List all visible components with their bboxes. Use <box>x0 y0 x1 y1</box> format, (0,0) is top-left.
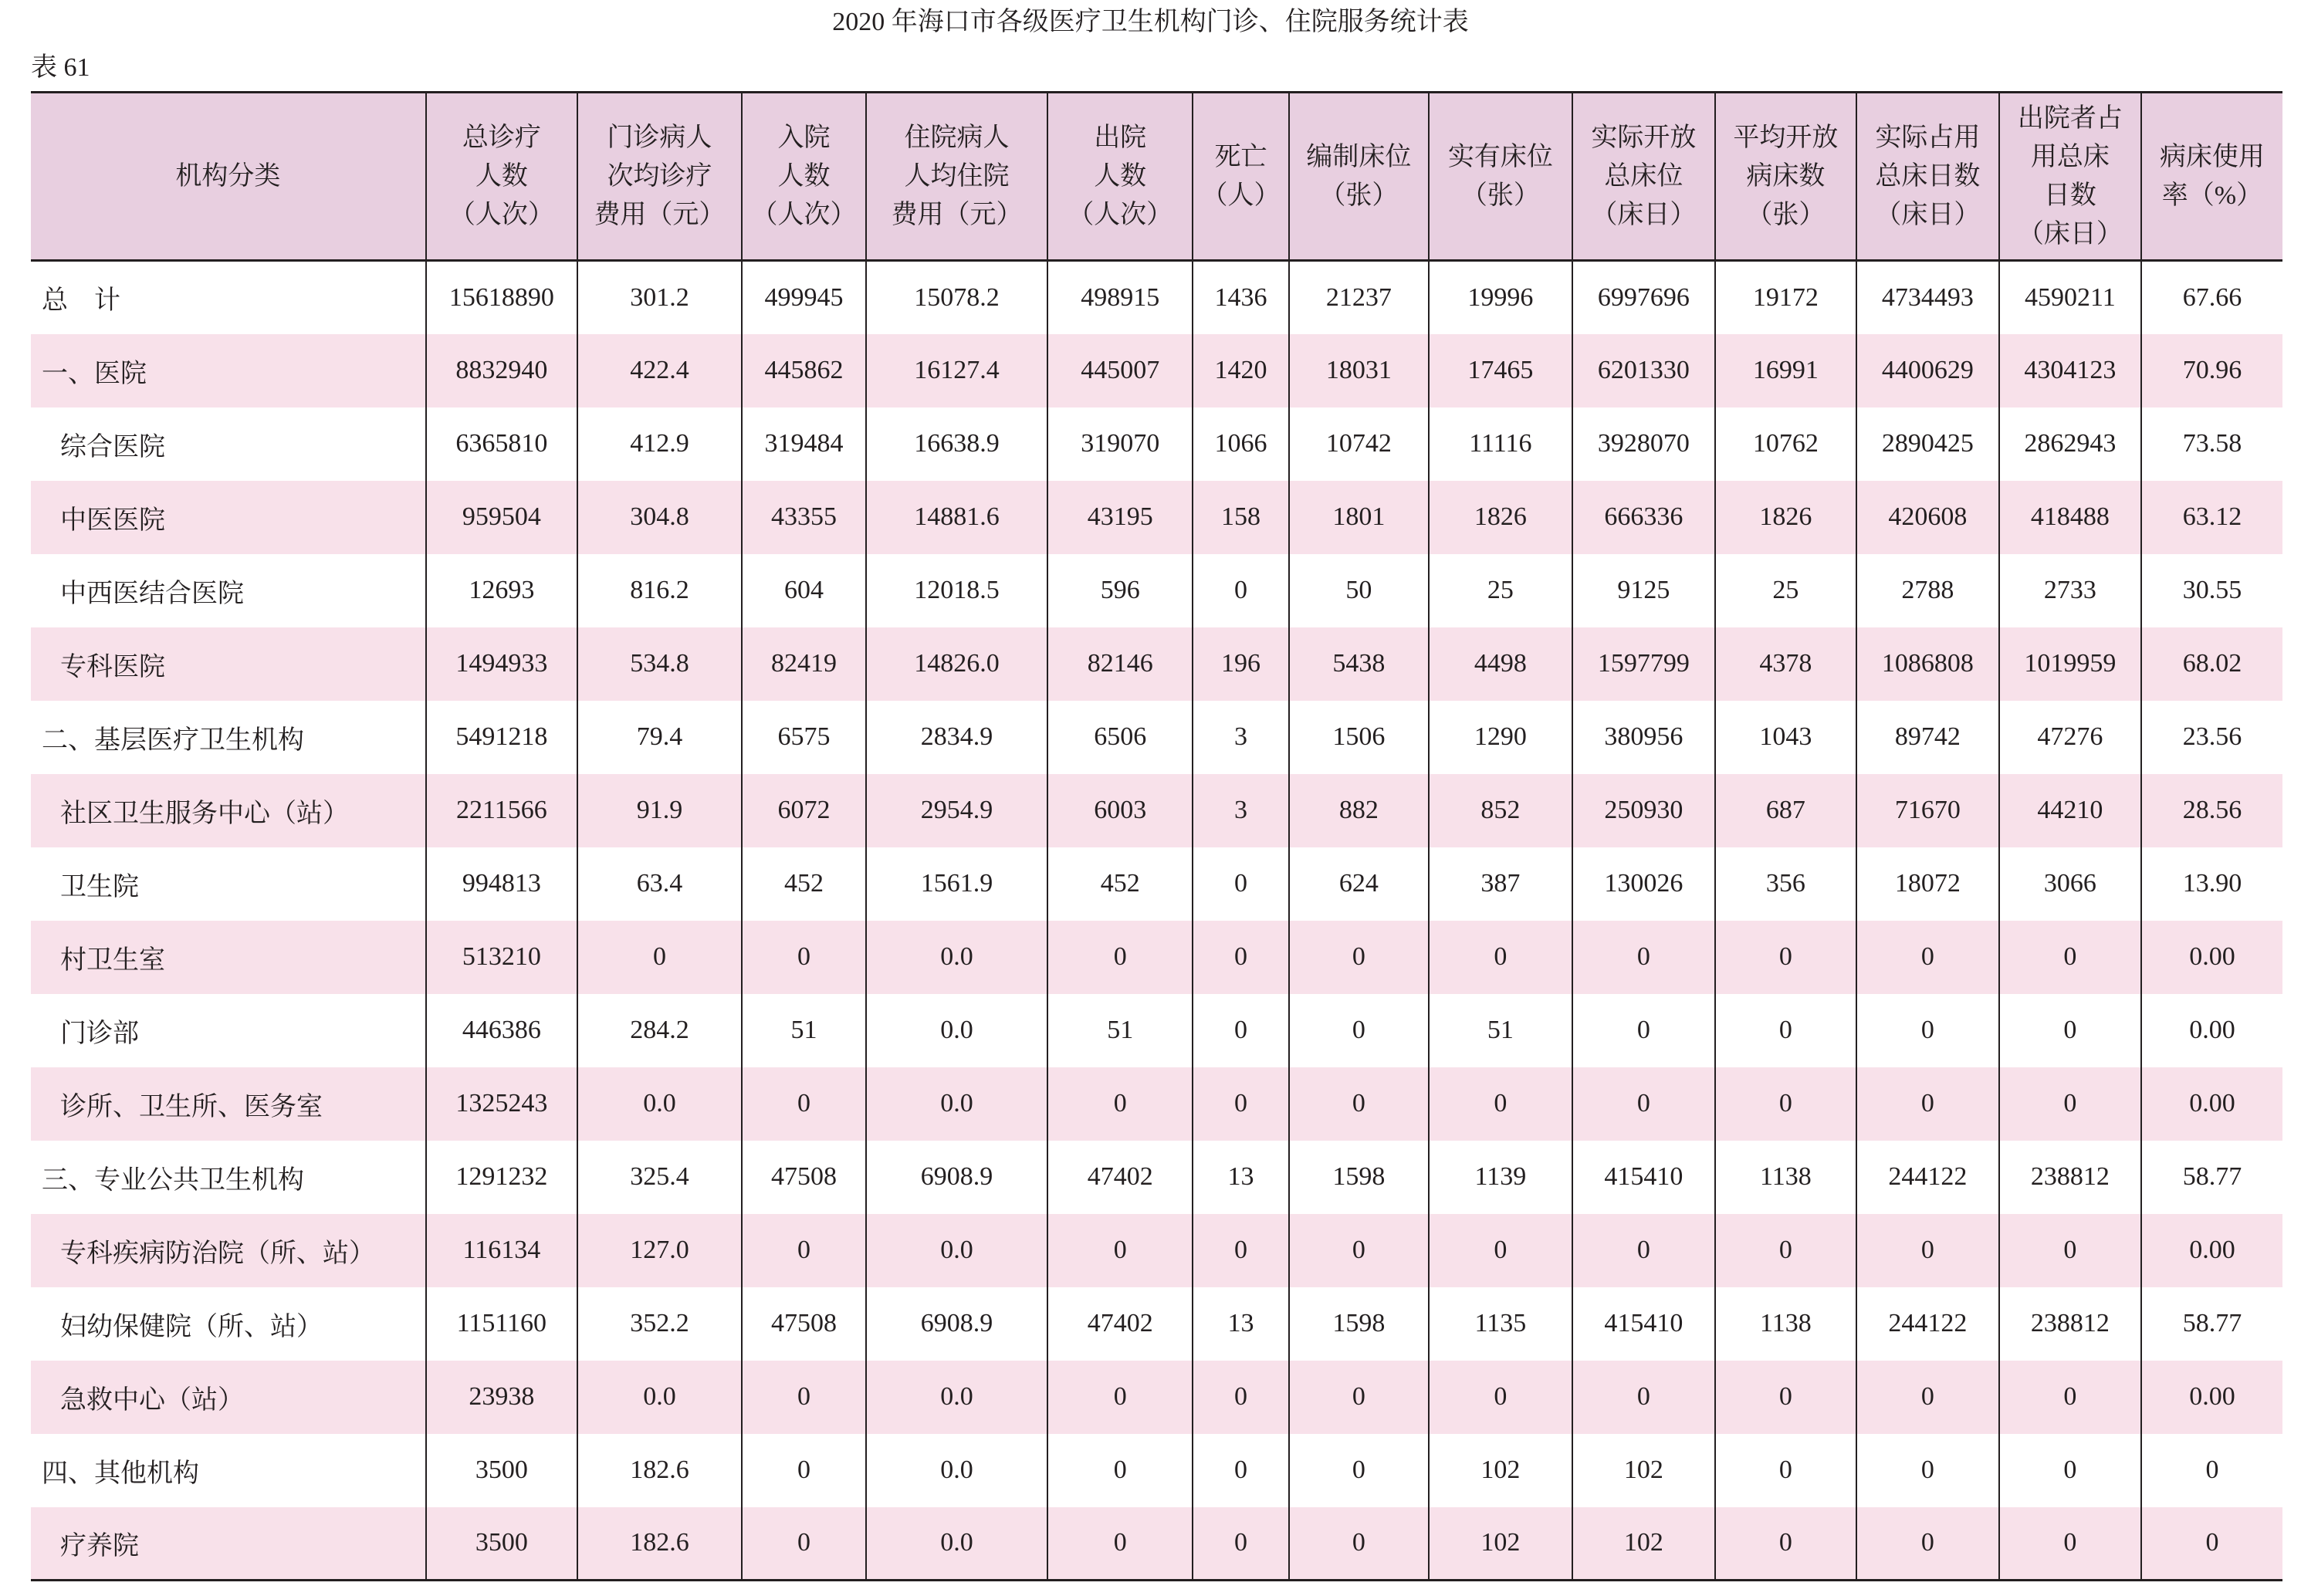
row-label: 中医医院 <box>31 481 426 554</box>
table-cell: 0 <box>1999 1507 2141 1581</box>
table-cell: 0 <box>1193 921 1289 994</box>
table-cell: 5491218 <box>426 701 577 774</box>
table-cell: 816.2 <box>577 554 742 627</box>
table-cell: 0 <box>742 1067 866 1141</box>
table-cell: 6908.9 <box>866 1287 1047 1361</box>
table-cell: 412.9 <box>577 407 742 481</box>
table-cell: 0 <box>1856 1067 1999 1141</box>
table-cell: 6201330 <box>1572 334 1715 407</box>
table-cell: 0 <box>2141 1434 2282 1507</box>
table-cell: 130026 <box>1572 847 1715 921</box>
table-cell: 43355 <box>742 481 866 554</box>
table-cell: 0 <box>1289 1434 1429 1507</box>
row-label: 妇幼保健院（所、站） <box>60 1312 323 1341</box>
table-cell: 0 <box>1289 994 1429 1067</box>
table-cell: 452 <box>1047 847 1193 921</box>
column-header-category: 机构分类 <box>31 93 426 261</box>
table-cell: 0 <box>1047 1067 1193 1141</box>
table-cell: 6575 <box>742 701 866 774</box>
table-cell: 89742 <box>1856 701 1999 774</box>
table-cell: 0 <box>1572 1361 1715 1434</box>
table-cell: 319484 <box>742 407 866 481</box>
table-row <box>31 1141 2282 1214</box>
table-cell: 51 <box>742 994 866 1067</box>
table-cell: 0.0 <box>866 1507 1047 1581</box>
table-cell: 2733 <box>1999 554 2141 627</box>
table-cell: 380956 <box>1572 701 1715 774</box>
table-cell: 238812 <box>1999 1141 2141 1214</box>
table-cell: 1436 <box>1193 261 1289 334</box>
table-cell: 28.56 <box>2141 774 2282 847</box>
table-cell: 0.0 <box>866 1361 1047 1434</box>
table-cell: 47508 <box>742 1141 866 1214</box>
column-header-authorized-beds: 编制床位 （张） <box>1289 93 1429 261</box>
table-cell: 0 <box>742 1507 866 1581</box>
table-cell: 0.00 <box>2141 994 2282 1067</box>
table-cell: 604 <box>742 554 866 627</box>
table-cell: 10762 <box>1715 407 1856 481</box>
table-cell: 6072 <box>742 774 866 847</box>
table-cell: 0 <box>1429 921 1572 994</box>
table-cell: 116134 <box>426 1214 577 1287</box>
table-cell: 182.6 <box>577 1434 742 1507</box>
column-header-discharged-bed-days: 出院者占 用总床 日数 （床日） <box>1999 93 2141 261</box>
table-cell: 47402 <box>1047 1287 1193 1361</box>
table-cell: 1598 <box>1289 1287 1429 1361</box>
table-cell: 0 <box>1715 1361 1856 1434</box>
table-cell: 1019959 <box>1999 627 2141 701</box>
table-cell: 0 <box>577 921 742 994</box>
table-cell: 513210 <box>426 921 577 994</box>
table-row <box>31 1067 2282 1141</box>
table-cell: 15618890 <box>426 261 577 334</box>
table-cell: 5438 <box>1289 627 1429 701</box>
table-cell: 852 <box>1429 774 1572 847</box>
table-cell: 82146 <box>1047 627 1193 701</box>
row-label: 急救中心（站） <box>31 1361 426 1434</box>
table-cell: 0 <box>1715 1214 1856 1287</box>
table-cell: 58.77 <box>2141 1287 2282 1361</box>
table-cell: 16638.9 <box>866 407 1047 481</box>
table-cell: 3 <box>1193 774 1289 847</box>
table-cell: 415410 <box>1572 1287 1715 1361</box>
table-cell: 30.55 <box>2141 554 2282 627</box>
table-cell: 18031 <box>1289 334 1429 407</box>
table-cell: 1291232 <box>426 1141 577 1214</box>
table-row <box>31 921 2282 994</box>
table-cell: 356 <box>1715 847 1856 921</box>
table-cell: 70.96 <box>2141 334 2282 407</box>
table-cell: 0.0 <box>577 1361 742 1434</box>
table-cell: 182.6 <box>577 1507 742 1581</box>
table-cell: 4378 <box>1715 627 1856 701</box>
table-cell: 3066 <box>1999 847 2141 921</box>
table-cell: 498915 <box>1047 261 1193 334</box>
table-cell: 0.00 <box>2141 1067 2282 1141</box>
table-cell: 6365810 <box>426 407 577 481</box>
table-cell: 2788 <box>1856 554 1999 627</box>
table-cell: 0 <box>1999 921 2141 994</box>
table-cell: 91.9 <box>577 774 742 847</box>
table-cell: 51 <box>1429 994 1572 1067</box>
table-cell: 624 <box>1289 847 1429 921</box>
table-cell: 250930 <box>1572 774 1715 847</box>
table-row <box>31 261 2282 334</box>
column-header-open-bed-days: 实际开放 总床位 （床日） <box>1572 93 1715 261</box>
table-cell: 71670 <box>1856 774 1999 847</box>
table-cell: 387 <box>1429 847 1572 921</box>
table-cell: 0 <box>2141 1507 2282 1581</box>
table-cell: 0.00 <box>2141 921 2282 994</box>
table-cell: 0 <box>1289 1067 1429 1141</box>
table-cell: 47276 <box>1999 701 2141 774</box>
row-label: 三、专业公共卫生机构 <box>42 1165 304 1195</box>
table-cell: 1290 <box>1429 701 1572 774</box>
table-cell: 13.90 <box>2141 847 2282 921</box>
table-cell: 1043 <box>1715 701 1856 774</box>
column-header-actual-beds: 实有床位 （张） <box>1429 93 1572 261</box>
table-cell: 50 <box>1289 554 1429 627</box>
table-cell: 23.56 <box>2141 701 2282 774</box>
table-cell: 0 <box>1429 1067 1572 1141</box>
table-cell: 0 <box>1572 921 1715 994</box>
table-cell: 6003 <box>1047 774 1193 847</box>
column-header-deaths: 死亡 （人） <box>1193 93 1289 261</box>
table-cell: 418488 <box>1999 481 2141 554</box>
table-cell: 47508 <box>742 1287 866 1361</box>
table-cell: 0 <box>1715 1507 1856 1581</box>
table-cell: 1598 <box>1289 1141 1429 1214</box>
statistics-table <box>31 91 2282 1581</box>
table-row <box>31 407 2282 481</box>
table-cell: 16127.4 <box>866 334 1047 407</box>
table-cell: 0 <box>1856 1434 1999 1507</box>
table-cell: 23938 <box>426 1361 577 1434</box>
table-cell: 13 <box>1193 1141 1289 1214</box>
table-row <box>31 1214 2282 1287</box>
table-cell: 43195 <box>1047 481 1193 554</box>
table-cell: 127.0 <box>577 1214 742 1287</box>
table-cell: 301.2 <box>577 261 742 334</box>
table-cell: 102 <box>1429 1507 1572 1581</box>
table-cell: 0 <box>1999 1361 2141 1434</box>
column-header-occupied-bed-days: 实际占用 总床日数 （床日） <box>1856 93 1999 261</box>
table-title: 2020 年海口市各级医疗卫生机构门诊、住院服务统计表 <box>832 8 1469 36</box>
table-cell: 0 <box>742 921 866 994</box>
table-row <box>31 554 2282 627</box>
table-cell: 14826.0 <box>866 627 1047 701</box>
table-cell: 2211566 <box>426 774 577 847</box>
table-row <box>31 994 2282 1067</box>
table-cell: 1826 <box>1715 481 1856 554</box>
table-row <box>31 701 2282 774</box>
table-cell: 8832940 <box>426 334 577 407</box>
table-cell: 422.4 <box>577 334 742 407</box>
table-cell: 3500 <box>426 1507 577 1581</box>
table-cell: 1066 <box>1193 407 1289 481</box>
table-cell: 666336 <box>1572 481 1715 554</box>
table-cell: 4590211 <box>1999 261 2141 334</box>
table-cell: 6908.9 <box>866 1141 1047 1214</box>
table-row <box>31 1434 2282 1507</box>
table-cell: 0 <box>1572 1067 1715 1141</box>
table-cell: 25 <box>1429 554 1572 627</box>
table-cell: 1086808 <box>1856 627 1999 701</box>
table-cell: 73.58 <box>2141 407 2282 481</box>
table-row <box>31 481 2282 554</box>
table-cell: 0 <box>1047 1507 1193 1581</box>
table-cell: 1138 <box>1715 1141 1856 1214</box>
table-cell: 0 <box>1193 1507 1289 1581</box>
column-header-discharges: 出院 人数 （人次） <box>1047 93 1193 261</box>
table-cell: 102 <box>1429 1434 1572 1507</box>
table-cell: 15078.2 <box>866 261 1047 334</box>
table-cell: 499945 <box>742 261 866 334</box>
table-cell: 0 <box>1289 1361 1429 1434</box>
table-cell: 0 <box>1999 1214 2141 1287</box>
table-row <box>31 774 2282 847</box>
table-cell: 415410 <box>1572 1141 1715 1214</box>
table-cell: 67.66 <box>2141 261 2282 334</box>
table-cell: 244122 <box>1856 1141 1999 1214</box>
table-cell: 19996 <box>1429 261 1572 334</box>
table-cell: 102 <box>1572 1507 1715 1581</box>
row-label: 综合医院 <box>60 432 165 462</box>
row-label: 诊所、卫生所、医务室 <box>31 1067 426 1141</box>
row-label: 四、其他机构 <box>42 1459 199 1488</box>
table-cell: 3 <box>1193 701 1289 774</box>
table-cell: 0.0 <box>866 994 1047 1067</box>
table-cell: 1151160 <box>426 1287 577 1361</box>
table-cell: 0 <box>1047 921 1193 994</box>
table-cell: 0 <box>1856 994 1999 1067</box>
table-cell: 284.2 <box>577 994 742 1067</box>
table-cell: 0.00 <box>2141 1361 2282 1434</box>
table-cell: 11116 <box>1429 407 1572 481</box>
table-cell: 1325243 <box>426 1067 577 1141</box>
table-cell: 0 <box>1856 1507 1999 1581</box>
table-row <box>31 627 2282 701</box>
table-cell: 19172 <box>1715 261 1856 334</box>
table-cell: 0.0 <box>866 921 1047 994</box>
table-cell: 58.77 <box>2141 1141 2282 1214</box>
table-cell: 0 <box>742 1361 866 1434</box>
table-cell: 596 <box>1047 554 1193 627</box>
table-cell: 994813 <box>426 847 577 921</box>
table-cell: 18072 <box>1856 847 1999 921</box>
table-cell: 446386 <box>426 994 577 1067</box>
column-header-total-visits: 总诊疗 人数 （人次） <box>426 93 577 261</box>
table-cell: 158 <box>1193 481 1289 554</box>
table-cell: 79.4 <box>577 701 742 774</box>
table-cell: 534.8 <box>577 627 742 701</box>
table-cell: 0 <box>1999 994 2141 1067</box>
table-cell: 51 <box>1047 994 1193 1067</box>
table-cell: 13 <box>1193 1287 1289 1361</box>
table-cell: 0.0 <box>866 1214 1047 1287</box>
table-cell: 0 <box>1572 994 1715 1067</box>
table-cell: 14881.6 <box>866 481 1047 554</box>
table-row <box>31 1287 2282 1361</box>
table-cell: 352.2 <box>577 1287 742 1361</box>
row-label: 村卫生室 <box>31 921 426 994</box>
table-cell: 25 <box>1715 554 1856 627</box>
table-cell: 0 <box>742 1434 866 1507</box>
table-cell: 0 <box>1193 1067 1289 1141</box>
table-cell: 0 <box>742 1214 866 1287</box>
table-cell: 1506 <box>1289 701 1429 774</box>
table-cell: 0 <box>1572 1214 1715 1287</box>
table-body <box>31 261 2282 1581</box>
table-cell: 319070 <box>1047 407 1193 481</box>
table-cell: 1801 <box>1289 481 1429 554</box>
table-cell: 44210 <box>1999 774 2141 847</box>
table-cell: 21237 <box>1289 261 1429 334</box>
table-cell: 196 <box>1193 627 1289 701</box>
table-cell: 1826 <box>1429 481 1572 554</box>
table-cell: 0.00 <box>2141 1214 2282 1287</box>
table-cell: 12018.5 <box>866 554 1047 627</box>
table-cell: 3928070 <box>1572 407 1715 481</box>
row-label: 专科医院 <box>31 627 426 701</box>
row-label: 疗养院 <box>31 1507 426 1581</box>
row-label: 二、基层医疗卫生机构 <box>42 725 304 755</box>
table-row <box>31 1507 2282 1581</box>
table-cell: 687 <box>1715 774 1856 847</box>
table-cell: 0 <box>1856 921 1999 994</box>
table-number: 表 61 <box>31 53 90 82</box>
table-cell: 0 <box>1193 994 1289 1067</box>
column-header-outpatient-cost: 门诊病人 次均诊疗 费用（元） <box>577 93 742 261</box>
table-cell: 6506 <box>1047 701 1193 774</box>
table-row <box>31 847 2282 921</box>
table-cell: 4400629 <box>1856 334 1999 407</box>
table-cell: 102 <box>1572 1434 1715 1507</box>
table-cell: 6997696 <box>1572 261 1715 334</box>
table-cell: 0 <box>1856 1361 1999 1434</box>
table-cell: 0 <box>1193 847 1289 921</box>
table-cell: 882 <box>1289 774 1429 847</box>
table-cell: 68.02 <box>2141 627 2282 701</box>
table-cell: 16991 <box>1715 334 1856 407</box>
table-cell: 238812 <box>1999 1287 2141 1361</box>
table-cell: 244122 <box>1856 1287 1999 1361</box>
table-cell: 17465 <box>1429 334 1572 407</box>
row-label: 中西医结合医院 <box>60 579 244 608</box>
table-cell: 3500 <box>426 1434 577 1507</box>
column-header-avg-open-beds: 平均开放 病床数 （张） <box>1715 93 1856 261</box>
table-cell: 959504 <box>426 481 577 554</box>
table-cell: 2834.9 <box>866 701 1047 774</box>
table-cell: 0 <box>1047 1214 1193 1287</box>
table-cell: 0 <box>1429 1361 1572 1434</box>
table-cell: 0 <box>1715 1067 1856 1141</box>
header-row <box>31 93 2282 261</box>
table-cell: 1138 <box>1715 1287 1856 1361</box>
table-cell: 1597799 <box>1572 627 1715 701</box>
row-label: 社区卫生服务中心（站） <box>31 774 426 847</box>
table-cell: 325.4 <box>577 1141 742 1214</box>
table-cell: 0.0 <box>866 1434 1047 1507</box>
table-cell: 0 <box>1193 1361 1289 1434</box>
table-cell: 2890425 <box>1856 407 1999 481</box>
table-cell: 12693 <box>426 554 577 627</box>
table-cell: 1420 <box>1193 334 1289 407</box>
table-cell: 1561.9 <box>866 847 1047 921</box>
column-header-inpatient-cost: 住院病人 人均住院 费用（元） <box>866 93 1047 261</box>
table-cell: 47402 <box>1047 1141 1193 1214</box>
row-label: 卫生院 <box>60 872 139 901</box>
table-cell: 2862943 <box>1999 407 2141 481</box>
table-cell: 9125 <box>1572 554 1715 627</box>
table-cell: 0 <box>1047 1434 1193 1507</box>
table-cell: 0 <box>1193 1214 1289 1287</box>
table-cell: 0 <box>1193 1434 1289 1507</box>
table-cell: 445862 <box>742 334 866 407</box>
table-cell: 0 <box>1047 1361 1193 1434</box>
table-cell: 1494933 <box>426 627 577 701</box>
table-cell: 445007 <box>1047 334 1193 407</box>
table-cell: 1139 <box>1429 1141 1572 1214</box>
table-cell: 0 <box>1429 1214 1572 1287</box>
table-cell: 4304123 <box>1999 334 2141 407</box>
table-cell: 0 <box>1715 921 1856 994</box>
row-label: 门诊部 <box>60 1019 139 1048</box>
table-cell: 0 <box>1999 1067 2141 1141</box>
table-cell: 420608 <box>1856 481 1999 554</box>
column-header-bed-usage-rate: 病床使用 率（%） <box>2141 93 2282 261</box>
column-header-admissions: 入院 人数 （人次） <box>742 93 866 261</box>
table-cell: 304.8 <box>577 481 742 554</box>
table-cell: 4498 <box>1429 627 1572 701</box>
table-cell: 63.12 <box>2141 481 2282 554</box>
table-cell: 452 <box>742 847 866 921</box>
row-label: 一、医院 <box>31 334 426 407</box>
table-cell: 0 <box>1715 994 1856 1067</box>
table-cell: 0 <box>1856 1214 1999 1287</box>
table-row <box>31 334 2282 407</box>
table-cell: 10742 <box>1289 407 1429 481</box>
table-cell: 4734493 <box>1856 261 1999 334</box>
table-cell: 0 <box>1715 1434 1856 1507</box>
table-cell: 0 <box>1999 1434 2141 1507</box>
table-cell: 82419 <box>742 627 866 701</box>
table-cell: 0 <box>1289 921 1429 994</box>
row-label: 总 计 <box>42 286 120 316</box>
table-cell: 1135 <box>1429 1287 1572 1361</box>
table-cell: 0 <box>1193 554 1289 627</box>
row-label: 专科疾病防治院（所、站） <box>31 1214 426 1287</box>
table-cell: 0 <box>1289 1214 1429 1287</box>
table-cell: 0 <box>1289 1507 1429 1581</box>
table-cell: 2954.9 <box>866 774 1047 847</box>
table-cell: 0.0 <box>577 1067 742 1141</box>
table-cell: 0.0 <box>866 1067 1047 1141</box>
table-row <box>31 1361 2282 1434</box>
table-cell: 63.4 <box>577 847 742 921</box>
